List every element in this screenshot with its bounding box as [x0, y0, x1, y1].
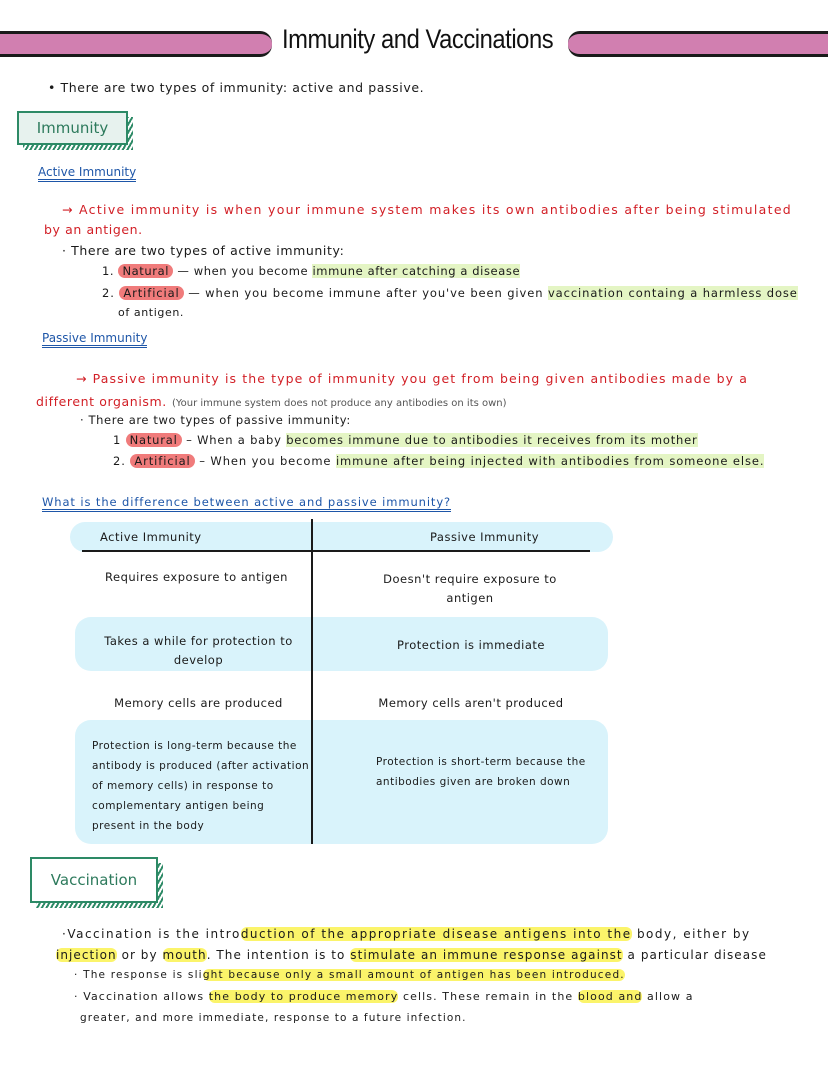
table-header-passive: Passive Immunity — [430, 530, 540, 544]
intro-text: • There are two types of immunity: active and passive. — [48, 80, 425, 95]
table-cell-passive: Protection is immediate — [397, 638, 545, 652]
subheading-active-immunity: Active Immunity — [38, 165, 136, 182]
active-type-artificial — [102, 286, 798, 300]
table-column-divider — [311, 519, 313, 844]
subheading-passive-immunity: Passive Immunity — [42, 331, 147, 348]
passive-type-artificial — [113, 454, 764, 468]
highlighted-text: ght because only a small amount of antigen has been introduced. — [202, 969, 625, 981]
text: · Vaccination allows — [74, 990, 209, 1003]
passive-definition-line1: → Passive immunity is the type of immunity you get from being given antibodies made by a — [76, 371, 748, 386]
text: or by — [116, 948, 163, 962]
type-text: – When you become — [194, 454, 336, 468]
comparison-question: What is the difference between active and passive immunity? — [42, 495, 451, 512]
highlighted-text: vaccination containg a harmless dose — [547, 286, 798, 300]
table-cell-passive: Memory cells aren't produced — [378, 696, 564, 710]
table-header-active: Active Immunity — [100, 530, 202, 544]
definition-text: different organism. — [36, 394, 167, 409]
text: · The response is sli — [74, 969, 203, 981]
highlighted-text: blood and — [577, 990, 643, 1003]
highlighted-text: immune after catching a disease — [312, 264, 521, 278]
type-label-artificial: Artificial — [130, 454, 194, 468]
list-number: 2. — [102, 286, 115, 300]
highlighted-text: stimulate an immune response against — [350, 948, 623, 962]
definition-note: (Your immune system does not produce any antibodies on its own) — [171, 398, 507, 409]
active-types-intro: · There are two types of active immunity: — [62, 243, 345, 258]
active-type-artificial-cont: of antigen. — [118, 306, 184, 319]
section-heading-vaccination — [30, 857, 158, 903]
text: cells. These remain in the — [398, 990, 578, 1003]
vaccination-line1 — [62, 927, 751, 941]
type-label-artificial: Artificial — [119, 286, 183, 300]
text: ·Vaccination is the intro — [62, 927, 241, 941]
table-cell-active: Protection is long-term because the antibody is produced (after activation of memory cells) in response to complementary antigen being present in the body — [92, 740, 310, 832]
type-text: — when you become immune after you've been given — [183, 286, 548, 300]
page-title: Immunity and Vaccinations — [282, 24, 554, 54]
type-label-natural: Natural — [126, 433, 182, 447]
text: . The intention is to — [206, 948, 351, 962]
highlighted-text: the body to produce memory — [208, 990, 399, 1003]
vaccination-bullet2 — [74, 990, 694, 1003]
type-text: — when you become — [173, 264, 313, 278]
active-type-natural — [102, 264, 520, 278]
list-number: 2. — [113, 454, 126, 468]
highlighted-text: immune after being injected with antibodies from someone else. — [335, 454, 765, 468]
list-number: 1. — [102, 264, 115, 278]
table-cell-active: Memory cells are produced — [114, 696, 283, 710]
passive-types-intro: · There are two types of passive immunity: — [80, 413, 351, 427]
highlighted-text: becomes immune due to antibodies it receives from its mother — [286, 433, 698, 447]
highlighted-text: mouth — [162, 948, 207, 962]
text: body, either by — [631, 927, 751, 941]
table-cell-active: Takes a while for protection to develop — [104, 634, 293, 667]
active-definition-line2: by an antigen. — [44, 222, 143, 237]
type-text: – When a baby — [181, 433, 287, 447]
section-heading-immunity — [17, 111, 128, 145]
table-header-divider — [82, 550, 590, 552]
section-heading-label: Vaccination — [50, 871, 138, 889]
passive-type-natural — [113, 433, 698, 447]
table-cell-passive: Doesn't require exposure to antigen — [383, 572, 557, 605]
vaccination-bullet2-cont: greater, and more immediate, response to a future infection. — [80, 1012, 467, 1024]
vaccination-bullet1 — [74, 969, 625, 981]
text: allow a — [642, 990, 694, 1003]
title-banner-right — [568, 31, 828, 57]
list-number: 1 — [113, 433, 122, 447]
text: a particular disease — [622, 948, 767, 962]
highlighted-text: duction of the appropriate disease antigens into the — [240, 927, 632, 941]
table-cell-active: Requires exposure to antigen — [105, 570, 288, 584]
active-definition-line1: → Active immunity is when your immune system makes its own antibodies after being stimulated — [62, 202, 793, 217]
highlighted-text: injection — [56, 948, 117, 962]
section-heading-label: Immunity — [36, 119, 109, 137]
table-cell-passive: Protection is short-term because the antibodies given are broken down — [376, 756, 586, 788]
vaccination-line2 — [56, 948, 767, 962]
passive-definition-line2 — [36, 391, 507, 410]
title-banner-left — [0, 31, 272, 57]
type-label-natural: Natural — [118, 264, 173, 278]
